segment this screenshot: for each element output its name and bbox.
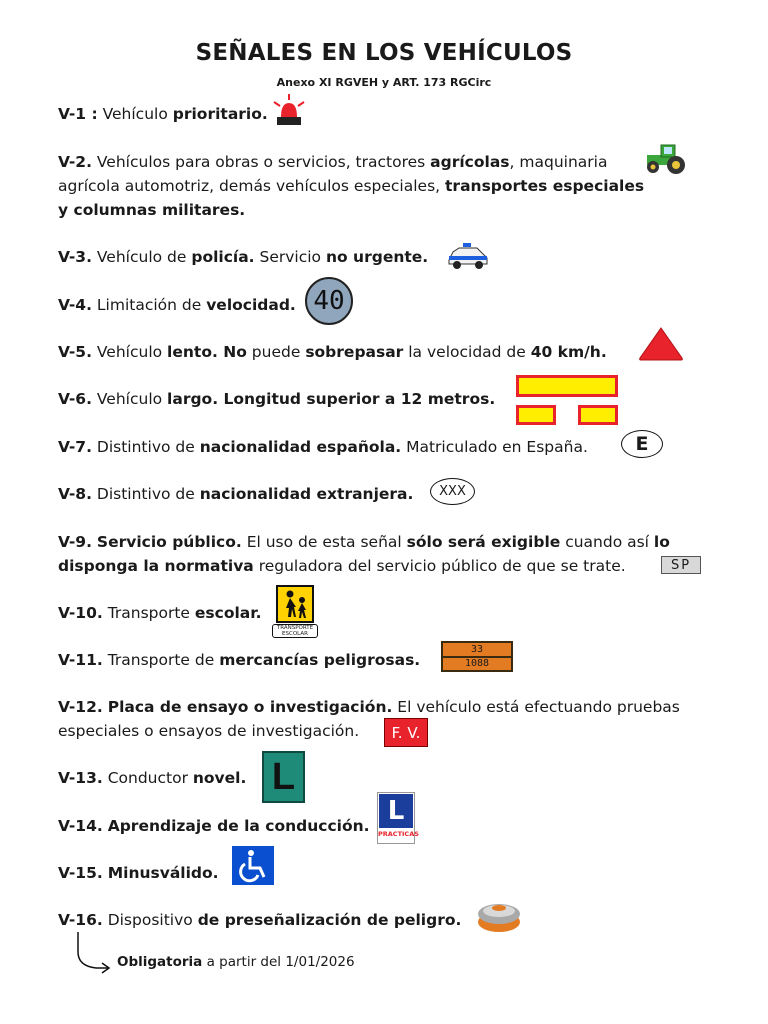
- item-code: V-1 :: [58, 105, 98, 123]
- item-v3: [58, 245, 428, 269]
- hazardous-goods-plate: [441, 641, 513, 672]
- item-v5: [58, 340, 607, 364]
- item-text-segment: Vehículo: [97, 105, 173, 123]
- item-v15: [58, 861, 219, 885]
- learner-plate: [377, 792, 419, 844]
- item-text-segment: no urgente.: [325, 248, 429, 266]
- un-number: 1088: [464, 658, 490, 669]
- item-text-segment: El vehículo está efectuando pruebas: [392, 698, 680, 716]
- item-v12: [58, 695, 680, 719]
- item-v6: [58, 387, 495, 411]
- item-code: V-14.: [58, 817, 103, 835]
- item-text-segment: Minusválido.: [107, 864, 219, 882]
- item-text-segment: El uso de esta señal: [241, 533, 407, 551]
- learner-plate-caption: PRACTICAS: [378, 830, 419, 838]
- item-text-segment: Transporte: [102, 604, 195, 622]
- item-text-segment: Distintivo de: [91, 438, 200, 456]
- item-text-segment: prioritario.: [172, 105, 268, 123]
- item-v9-line2: [58, 554, 626, 578]
- item-code: V-7.: [58, 438, 92, 456]
- item-text-segment: Servicio público.: [96, 533, 242, 551]
- item-text-segment: sólo será exigible: [406, 533, 561, 551]
- item-v1: [58, 102, 268, 126]
- item-code: V-15.: [58, 864, 103, 882]
- hazard-number: 33: [470, 644, 484, 655]
- item-text-segment: de preseñalización de peligro.: [197, 911, 462, 929]
- item-text-segment: largo. Longitud superior a 12 metros.: [167, 390, 496, 408]
- test-plate: F. V.: [384, 718, 428, 747]
- item-v2-line2: [58, 174, 644, 198]
- item-text-segment: lento. No: [167, 343, 247, 361]
- item-text-segment: Matriculado en España.: [401, 438, 588, 456]
- nationality-foreign-oval: XXX: [430, 478, 475, 505]
- warning-beacon-device-icon: [476, 900, 522, 934]
- item-v4: [58, 293, 296, 317]
- item-code: V-2.: [58, 153, 92, 171]
- item-text-segment: velocidad.: [206, 296, 296, 314]
- public-service-plate: SP: [661, 556, 701, 574]
- school-transport-caption: TRANSPORTE ESCOLAR: [272, 624, 318, 638]
- item-code: V-9.: [58, 533, 92, 551]
- item-code: V-5.: [58, 343, 92, 361]
- footer-note: [117, 954, 355, 970]
- item-code: V-10.: [58, 604, 103, 622]
- item-text-segment: Limitación de: [91, 296, 207, 314]
- item-v13: [58, 766, 246, 790]
- item-text-segment: Vehículos para obras o servicios, tractores: [91, 153, 431, 171]
- item-text-segment: mercancías peligrosas.: [219, 651, 421, 669]
- police-car-icon: [445, 240, 489, 270]
- curved-arrow-icon: [72, 930, 114, 974]
- item-text-segment: nacionalidad española.: [199, 438, 402, 456]
- item-text-segment: 40 km/h.: [530, 343, 607, 361]
- item-text-segment: disponga la normativa: [58, 557, 254, 575]
- long-vehicle-plates: [516, 375, 618, 425]
- item-text-segment: Aprendizaje de la conducción.: [107, 817, 370, 835]
- item-text-segment: Transporte de: [102, 651, 220, 669]
- item-text-segment: Vehículo: [91, 390, 168, 408]
- page-title: SEÑALES EN LOS VEHÍCULOS: [195, 40, 573, 66]
- wheelchair-icon: [232, 846, 274, 885]
- nationality-spain-oval: E: [621, 430, 663, 458]
- item-code: V-16.: [58, 911, 103, 929]
- item-code: V-12.: [58, 698, 103, 716]
- beacon-icon: [270, 93, 308, 127]
- item-text-segment: , maquinaria: [509, 153, 608, 171]
- item-code: V-13.: [58, 769, 103, 787]
- item-text-segment: reguladora del servicio público de que se trate.: [253, 557, 626, 575]
- item-text-segment: escolar.: [194, 604, 262, 622]
- item-text-segment: la velocidad de: [403, 343, 531, 361]
- footer-bold: Obligatoria: [117, 954, 203, 970]
- item-text-segment: transportes especiales: [445, 177, 645, 195]
- item-text-segment: Vehículo de: [91, 248, 192, 266]
- learner-plate-letter: L: [379, 794, 413, 828]
- item-text-segment: especiales o ensayos de investigación.: [58, 722, 360, 740]
- item-text-segment: lo: [653, 533, 670, 551]
- item-text-segment: Vehículo: [91, 343, 168, 361]
- item-v7: [58, 435, 588, 459]
- item-v2: [58, 150, 607, 174]
- item-text-segment: Servicio: [254, 248, 326, 266]
- page-subtitle: Anexo XI RGVEH y ART. 173 RGCirc: [276, 76, 492, 89]
- item-text-segment: Conductor: [102, 769, 193, 787]
- item-v2-line3: [58, 198, 245, 222]
- slow-vehicle-triangle-icon: [638, 326, 684, 362]
- novel-driver-plate: L: [262, 751, 305, 803]
- item-text-segment: puede: [246, 343, 306, 361]
- item-v12-line2: [58, 719, 359, 743]
- item-code: V-11.: [58, 651, 103, 669]
- item-v8: [58, 482, 413, 506]
- item-v14: [58, 814, 370, 838]
- item-text-segment: policía.: [191, 248, 255, 266]
- item-v10: [58, 601, 262, 625]
- item-code: V-8.: [58, 485, 92, 503]
- tractor-icon: [643, 141, 687, 177]
- item-v9: [58, 530, 670, 554]
- speed-limit-disc: 40: [305, 277, 353, 325]
- footer-text: a partir del 1/01/2026: [202, 954, 355, 970]
- item-code: V-6.: [58, 390, 92, 408]
- children-icon: [279, 589, 311, 619]
- item-text-segment: cuando así: [560, 533, 654, 551]
- item-code: V-4.: [58, 296, 92, 314]
- item-v16: [58, 908, 461, 932]
- item-text-segment: Dispositivo: [102, 911, 198, 929]
- item-text-segment: nacionalidad extranjera.: [199, 485, 414, 503]
- item-v11: [58, 648, 420, 672]
- item-text-segment: Distintivo de: [91, 485, 200, 503]
- school-transport-sign: [271, 585, 319, 639]
- item-text-segment: novel.: [192, 769, 247, 787]
- item-text-segment: Placa de ensayo o investigación.: [107, 698, 393, 716]
- item-text-segment: agrícola automotriz, demás vehículos especiales,: [58, 177, 446, 195]
- item-code: V-3.: [58, 248, 92, 266]
- item-text-segment: sobrepasar: [305, 343, 404, 361]
- item-text-segment: agrícolas: [430, 153, 510, 171]
- item-text-segment: y columnas militares.: [58, 201, 246, 219]
